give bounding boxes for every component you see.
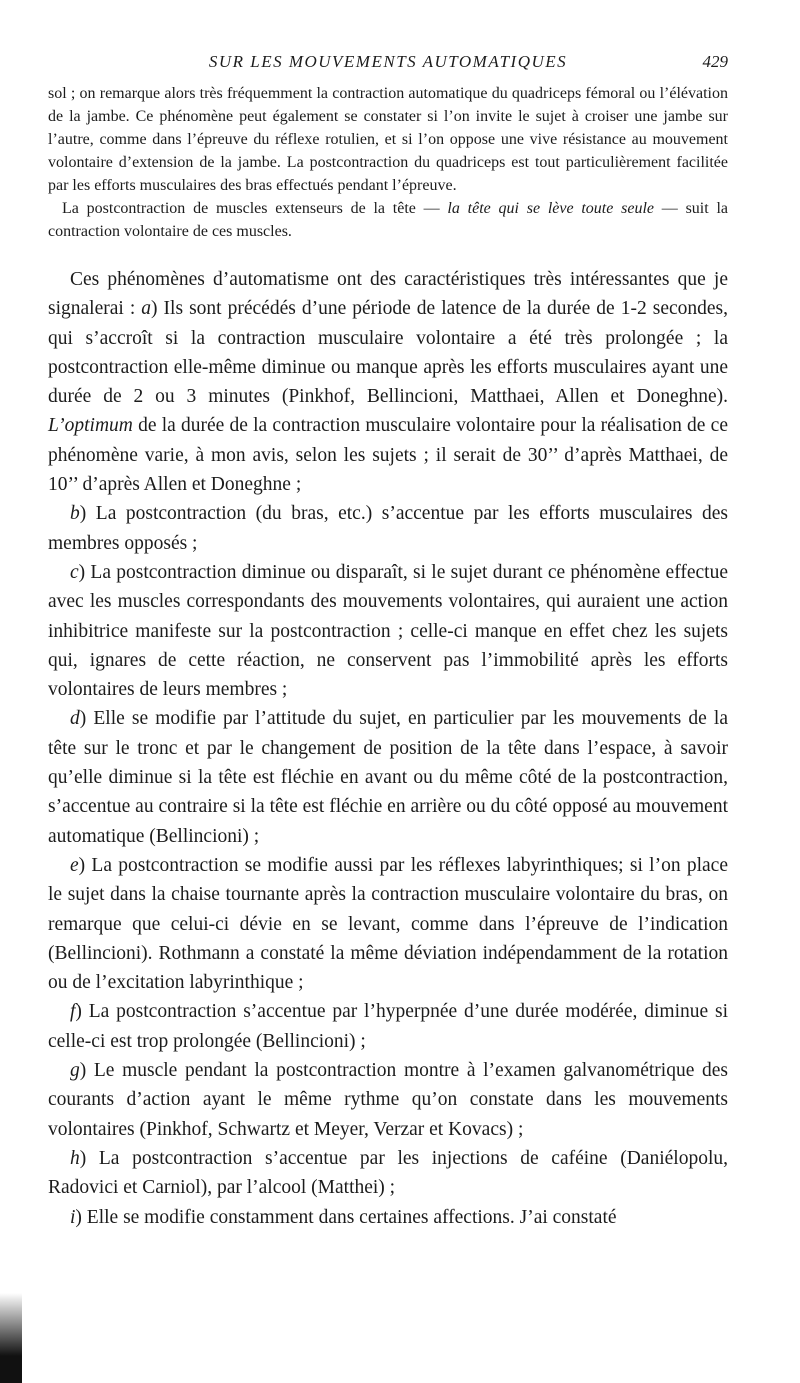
small-paragraph-2 [48, 197, 728, 243]
item-marker-a: a [141, 298, 152, 320]
page-number: 429 [702, 52, 728, 71]
item-text: ) Le muscle pendant la postcontraction montre à l’examen galvanométrique des courants d’action ayant le même rythme qu’on constate dans les mouvements volontaires (Pinkhof, Schwartz et Meyer, Verzar et Kovacs) ; [48, 1060, 728, 1140]
main-text [48, 265, 728, 1232]
item-marker: c [70, 561, 79, 583]
intro-part3: de la durée de la contraction musculaire volontaire pour la réalisation de ce phénomène varie, à mon avis, selon les sujets ; il serait de 30’’ d’après Matthaei, de 10’’ d’après Allen et Doneghne ; [48, 415, 728, 496]
page [48, 52, 728, 1232]
list-item [48, 997, 728, 1056]
item-marker: g [70, 1060, 80, 1082]
intro-part2: ) Ils sont précédés d’une période de latence de la durée de 1-2 secondes, qui s’accroît si la contraction musculaire volontaire a été très prolongée ; la postcontraction elle-même diminue ou manque après les efforts musculaires ayant une durée de 2 ou 3 minutes (Pinkhof, Bellincioni, Matthaei, Allen et Doneghne). [48, 298, 729, 408]
item-marker: e [70, 854, 79, 876]
item-marker: f [70, 1001, 76, 1023]
item-text: ) La postcontraction se modifie aussi par les réflexes labyrinthiques; si l’on place le sujet dans la chaise tournante après la contraction musculaire volontaire du bras, on remarque que celui-ci dévie en se levant, comme dans l’épreuve de l’indication (Bellincioni). Rothmann a constaté la même déviation indépendamment de la rotation ou de l’excitation labyrinthique ; [48, 854, 728, 994]
list-item [48, 499, 728, 558]
item-text: ) Elle se modifie par l’attitude du sujet, en particulier par les mouvements de la tête sur le tronc et par le changement de position de la tête dans l’espace, à savoir qu’elle diminue si la tête est fléchie en avant ou du même côté de la postcontraction, s’accentue au contraire si la tête est fléchie en arrière ou du côté opposé au mouvement automatique (Bellincioni) ; [48, 708, 728, 847]
list-item [48, 1144, 728, 1203]
list-item [48, 1056, 728, 1144]
running-head [48, 52, 728, 82]
list-item [48, 558, 728, 704]
small-text-before: La postcontraction de muscles extenseurs de la tête — [62, 200, 448, 217]
list-item [48, 851, 728, 997]
binding-shadow [0, 1293, 22, 1383]
list-item [48, 704, 728, 850]
optimum-term: L’optimum [48, 415, 133, 437]
item-text: ) La postcontraction diminue ou disparaît, si le sujet durant ce phénomène effectue avec les muscles correspondants des mouvements volontaires, qui auraient une action inhibitrice manifeste sur la postcontraction ; celle-ci manque en effet chez les sujets qui, ignares de cette réaction, ne conservent pas l’immobilité après les efforts volontaires de leurs membres ; [48, 561, 728, 701]
small-paragraph: sol ; on remarque alors très fréquemment la contraction automatique du quadriceps fémoral ou l’élévation de la jambe. Ce phénomène peut également se constater si l’on invite le sujet à croiser une jambe sur l’autre, comme dans l’épreuve du réflexe rotulien, et si l’on oppose une vive résistance au mouvement volontaire d’extension de la jambe. La postcontraction du quadriceps est tout particulièrement facilitée par les efforts musculaires des bras effectués pendant l’épreuve. [48, 85, 728, 194]
item-text: ) La postcontraction (du bras, etc.) s’accentue par les efforts musculaires des membres opposés ; [48, 503, 728, 554]
item-text: ) La postcontraction s’accentue par les injections de caféine (Daniélopolu, Radovici et Carniol), par l’alcool (Matthei) ; [48, 1147, 728, 1199]
item-marker: d [70, 708, 80, 730]
item-marker: h [70, 1147, 80, 1169]
item-marker: i [70, 1206, 76, 1228]
intro-part1: Ces phénomènes d’automatisme ont des caractéristiques très intéressantes que je signalerai : [48, 269, 728, 320]
item-text: ) La postcontraction s’accentue par l’hyperpnée d’une durée modérée, diminue si celle-ci est trop prolongée (Bellincioni) ; [48, 1001, 728, 1052]
running-title: SUR LES MOUVEMENTS AUTOMATIQUES [208, 52, 568, 71]
small-text-italic: la tête qui se lève toute seule [447, 200, 655, 217]
item-text: ) Elle se modifie constamment dans certaines affections. J’ai constaté [75, 1206, 617, 1228]
small-text-after: — suit la contraction volontaire de ces muscles. [48, 200, 729, 240]
footnote-block [48, 82, 728, 243]
item-marker: b [70, 503, 80, 525]
list-item [48, 1203, 728, 1232]
intro-paragraph [48, 265, 728, 499]
